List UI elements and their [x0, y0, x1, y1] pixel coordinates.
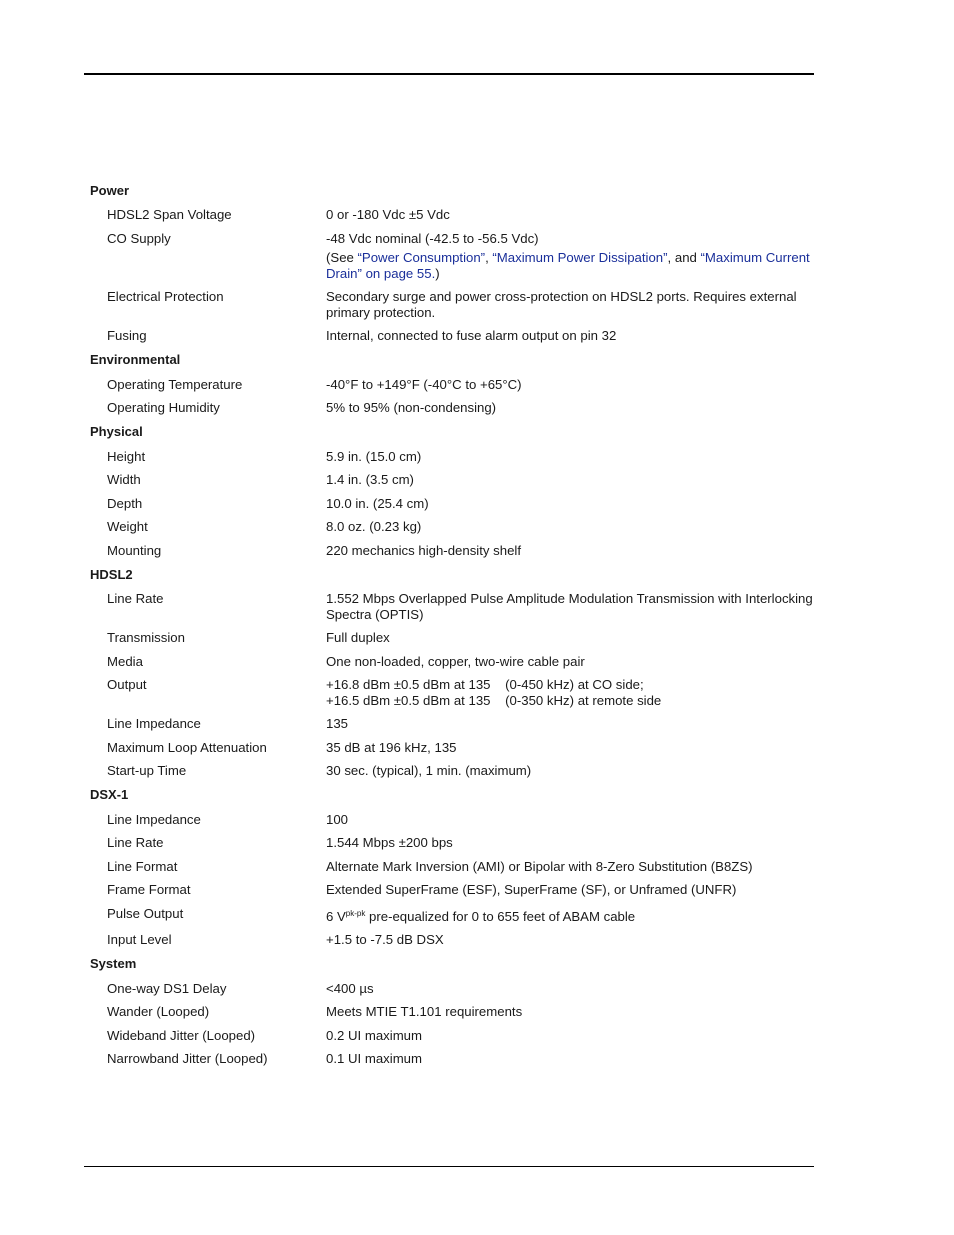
spec-value-line: +16.5 dBm ±0.5 dBm at 135 (0-350 kHz) at remote side	[326, 692, 662, 708]
spec-row-depth	[90, 492, 814, 516]
spec-row-operating-temperature	[90, 373, 814, 397]
section-title: Physical	[90, 424, 143, 440]
spec-label: Weight	[107, 519, 148, 534]
spec-row-pulse-output	[90, 902, 814, 929]
spec-value: Secondary surge and power cross-protection on HDSL2 ports. Requires external primary protection.	[326, 289, 797, 320]
spec-label: Maximum Loop Attenuation	[107, 739, 267, 755]
cross-reference-note	[326, 250, 814, 281]
spec-row-wideband-jitter	[90, 1024, 814, 1048]
link-power-consumption[interactable]: “Power Consumption”	[357, 250, 486, 265]
spec-label: HDSL2 Span Voltage	[107, 207, 232, 222]
spec-value: 135	[326, 716, 349, 731]
spec-label: Operating Humidity	[107, 400, 220, 415]
note-text: , and	[667, 250, 701, 265]
spec-value: <400 µs	[326, 980, 374, 996]
spec-value-text: -48 Vdc nominal (-42.5 to -56.5 Vdc)	[326, 230, 539, 246]
spec-value: 8.0 oz. (0.23 kg)	[326, 519, 422, 534]
spec-label: Line Format	[107, 858, 178, 874]
spec-value: 0 or -180 Vdc ±5 Vdc	[326, 207, 450, 222]
section-title: Environmental	[90, 352, 181, 368]
section-heading-hdsl2	[90, 562, 814, 587]
spec-row-input-level	[90, 928, 814, 952]
spec-row-ds1-delay	[90, 977, 814, 1001]
spec-row-dsx1-line-rate	[90, 831, 814, 855]
spec-value	[326, 231, 814, 282]
spec-label: Operating Temperature	[107, 376, 243, 392]
spec-value: Internal, connected to fuse alarm output on pin 32	[326, 328, 617, 343]
spec-label: Line Impedance	[107, 811, 201, 827]
spec-label: Wideband Jitter (Looped)	[107, 1027, 256, 1043]
spec-value: Full duplex	[326, 630, 390, 645]
spec-label: Depth	[107, 495, 143, 511]
spec-row-span-voltage	[90, 203, 814, 227]
spec-label: Mounting	[107, 542, 162, 558]
link-max-power-dissipation[interactable]: “Maximum Power Dissipation”	[492, 250, 668, 265]
spec-value: 1.544 Mbps ±200 bps	[326, 835, 453, 850]
spec-value: One non-loaded, copper, two-wire cable pair	[326, 653, 585, 669]
spec-label: Input Level	[107, 932, 172, 947]
spec-label: Line Rate	[107, 591, 164, 606]
section-heading-system	[90, 952, 814, 977]
spec-row-dsx1-line-impedance	[90, 808, 814, 832]
spec-row-max-loop-attenuation	[90, 736, 814, 760]
spec-label: Fusing	[107, 328, 147, 343]
spec-label: Start-up Time	[107, 763, 187, 778]
spec-row-hdsl2-line-impedance	[90, 712, 814, 736]
spec-value: 5.9 in. (15.0 cm)	[326, 448, 422, 464]
spec-row-width	[90, 468, 814, 492]
spec-value: 1.552 Mbps Overlapped Pulse Amplitude Modulation Transmission with Interlocking Spectra (OPTIS)	[326, 591, 813, 622]
spec-row-transmission	[90, 626, 814, 650]
specifications-table	[90, 178, 814, 1071]
note-text: ,	[485, 250, 493, 265]
spec-value: 1.4 in. (3.5 cm)	[326, 472, 414, 487]
spec-value	[326, 906, 814, 925]
spec-row-co-supply	[90, 227, 814, 286]
spec-value-text: pre-equalized for 0 to 655 feet of ABAM cable	[365, 908, 636, 924]
spec-label: Wander (Looped)	[107, 1004, 210, 1019]
spec-label: Output	[107, 677, 147, 692]
spec-value: 10.0 in. (25.4 cm)	[326, 495, 429, 511]
spec-value	[326, 677, 814, 708]
spec-value-text: 6 V	[326, 908, 346, 924]
spec-label: Height	[107, 448, 146, 464]
spec-value: 30 sec. (typical), 1 min. (maximum)	[326, 763, 532, 778]
spec-label: Width	[107, 472, 141, 487]
note-text: )	[435, 265, 440, 281]
spec-label: One-way DS1 Delay	[107, 980, 227, 996]
section-title: System	[90, 956, 137, 972]
header-rule	[84, 73, 814, 75]
spec-row-weight	[90, 515, 814, 539]
spec-value: 220 mechanics high-density shelf	[326, 542, 521, 558]
spec-row-wander	[90, 1000, 814, 1024]
spec-value-line: +16.8 dBm ±0.5 dBm at 135 (0-450 kHz) at CO side;	[326, 677, 644, 692]
spec-label: Electrical Protection	[107, 289, 224, 304]
spec-row-startup-time	[90, 759, 814, 783]
spec-label: Narrowband Jitter (Looped)	[107, 1051, 268, 1066]
spec-row-narrowband-jitter	[90, 1047, 814, 1071]
spec-label: Pulse Output	[107, 905, 184, 921]
spec-row-electrical-protection	[90, 285, 814, 324]
spec-label: Line Impedance	[107, 716, 201, 731]
spec-value: 0.2 UI maximum	[326, 1027, 422, 1043]
spec-label: CO Supply	[107, 230, 171, 246]
spec-label: Media	[107, 653, 143, 669]
spec-value: Extended SuperFrame (ESF), SuperFrame (SF), or Unframed (UNFR)	[326, 882, 737, 897]
spec-row-line-format	[90, 855, 814, 879]
spec-row-media	[90, 650, 814, 674]
spec-row-operating-humidity	[90, 396, 814, 420]
spec-value: 100	[326, 811, 349, 827]
spec-label: Transmission	[107, 630, 185, 645]
spec-row-mounting	[90, 539, 814, 563]
spec-row-output	[90, 673, 814, 712]
spec-row-fusing	[90, 324, 814, 348]
section-title: Power	[90, 182, 130, 198]
spec-value: +1.5 to -7.5 dB DSX	[326, 932, 444, 947]
footer-rule	[84, 1166, 814, 1167]
spec-label: Line Rate	[107, 835, 164, 850]
spec-label: Frame Format	[107, 882, 191, 897]
spec-value: Meets MTIE T1.101 requirements	[326, 1004, 523, 1019]
spec-value: 35 dB at 196 kHz, 135	[326, 739, 457, 755]
section-heading-dsx1	[90, 783, 814, 808]
section-heading-environmental	[90, 348, 814, 373]
spec-value: 0.1 UI maximum	[326, 1051, 422, 1066]
section-heading-physical	[90, 420, 814, 445]
spec-row-hdsl2-line-rate	[90, 587, 814, 626]
spec-row-frame-format	[90, 878, 814, 902]
spec-row-height	[90, 445, 814, 469]
link-max-current-drain[interactable]: “Maximum Current Drain” on page 55.	[326, 250, 810, 281]
note-text: (See	[326, 250, 358, 265]
spec-value: 5% to 95% (non-condensing)	[326, 400, 497, 415]
section-title: HDSL2	[90, 566, 133, 582]
section-title: DSX-1	[90, 787, 129, 803]
superscript-unit: pk-pk	[345, 908, 366, 918]
section-heading-power	[90, 178, 814, 203]
spec-value: Alternate Mark Inversion (AMI) or Bipolar with 8-Zero Substitution (B8ZS)	[326, 858, 753, 874]
spec-value: -40°F to +149°F (-40°C to +65°C)	[326, 376, 522, 392]
